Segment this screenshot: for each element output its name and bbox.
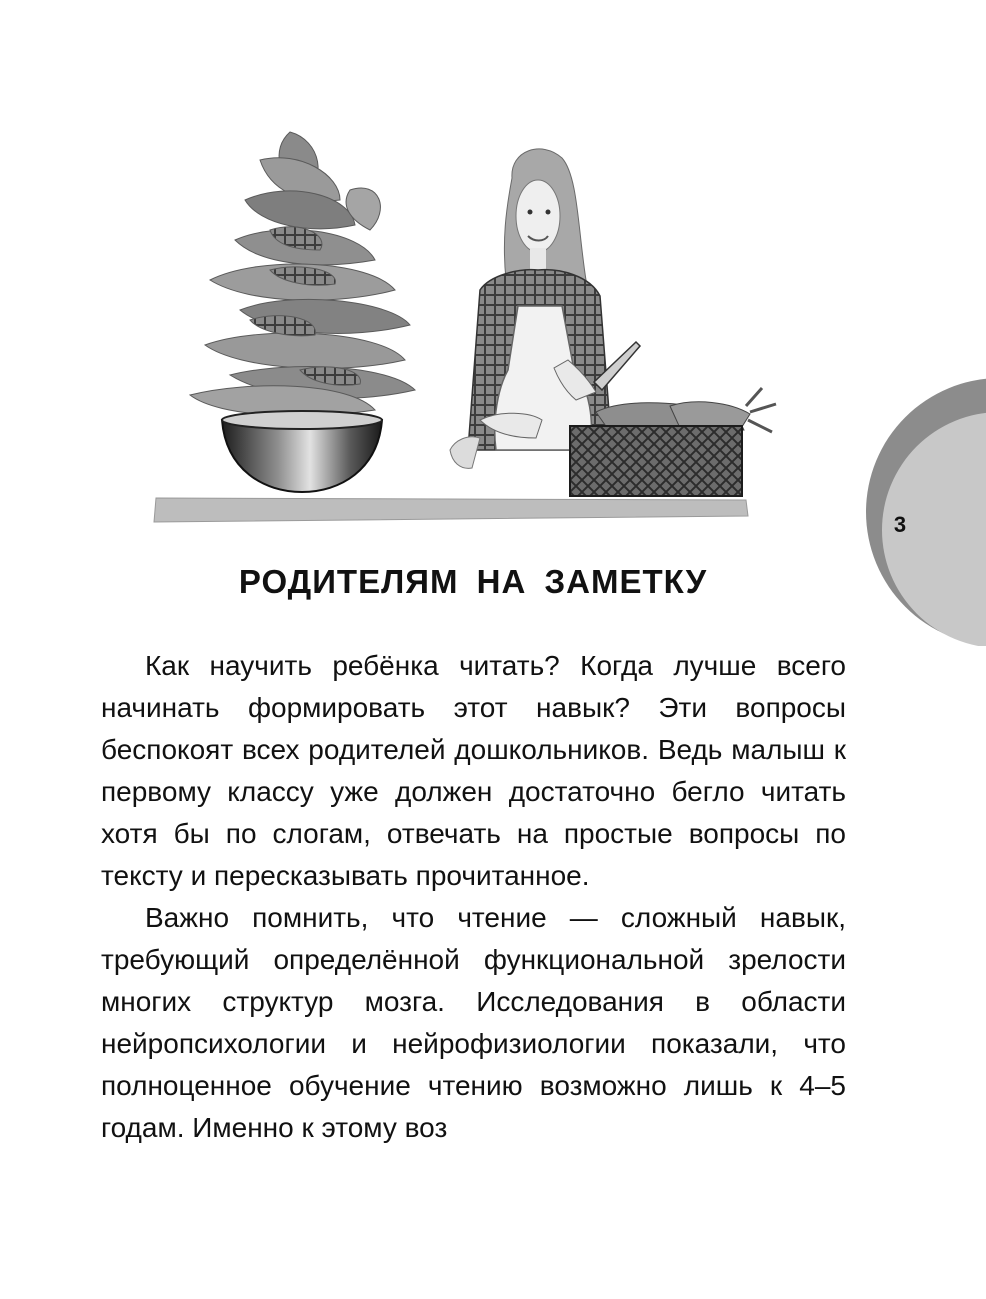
page-title: РОДИТЕЛЯМ НА ЗАМЕТКУ xyxy=(238,563,708,600)
paragraph-2: Важно помнить, что чтение — сложный навык, требующий определённой функциональной зрелости многих структур мозга. Исследования в области нейропсихологии и нейрофизиологии показали, что полноценное обучение чтению возможно лишь к 4–5 годам. Именно к этому воз xyxy=(101,902,846,1143)
bowl xyxy=(222,420,382,492)
page-number: 3 xyxy=(893,512,907,537)
shelf xyxy=(154,498,748,522)
paragraph-1: Как научить ребёнка читать? Когда лучше всего начинать формировать этот навык? Эти вопросы беспокоят всех родителей дошкольников. Ведь малыш к первому классу уже должен достаточно бегло читать хотя бы по слогам, отвечать на простые вопросы по тексту и пересказывать прочитанное. xyxy=(101,650,846,891)
carrot-pile xyxy=(190,132,415,416)
woman-cutting-carrots-illustration xyxy=(150,120,790,530)
page-tab xyxy=(866,378,986,646)
body-text xyxy=(101,645,846,1149)
